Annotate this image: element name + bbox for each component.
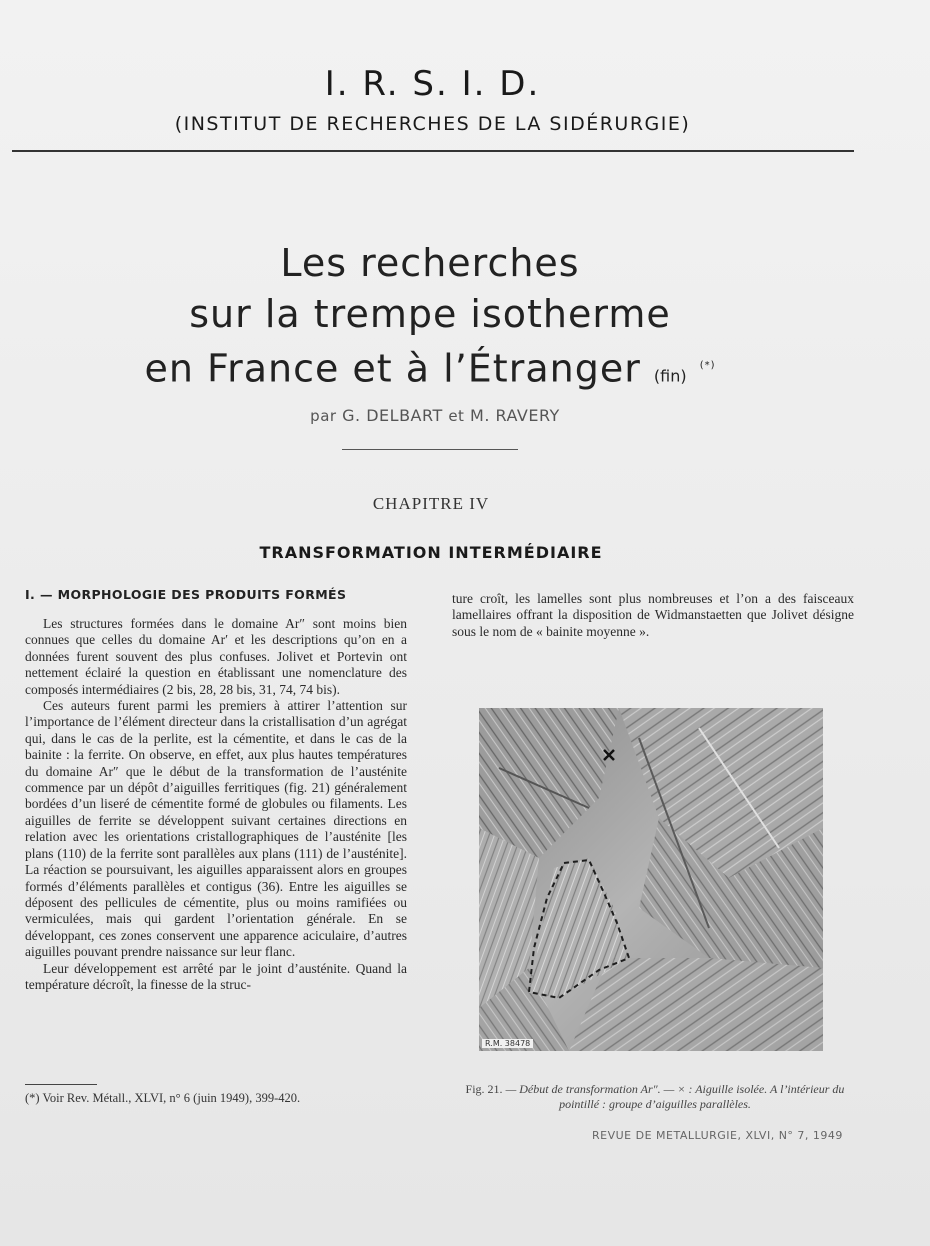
org-acronym: I. R. S. I. D.	[324, 64, 541, 104]
paragraph: Les structures formées dans le domaine Ar″ sont moins bien connues que celles du domaine Ar′ et les descriptions qu’on en a données furent souvent des plus confuses. Jolivet et Portevin ont nettement éclairé la question en établissant une nomenclature des composés intermédiaires (2 bis, 28, 28 bis, 31, 74, 74 bis).	[25, 616, 407, 697]
figure-label: Fig. 21.	[465, 1082, 503, 1096]
micrograph-image	[479, 708, 823, 1051]
figure-caption-text: — Début de transformation Ar″. — × : Aiguille isolée. A l’intérieur du pointillé : groupe d’aiguilles parallèles.	[505, 1082, 845, 1111]
paragraph: Leur développement est arrêté par le joint d’austénite. Quand la température décroît, la finesse de la struc-	[25, 960, 407, 992]
header-rule	[12, 150, 854, 152]
subsection-heading: I. — MORPHOLOGIE DES PRODUITS FORMÉS	[25, 587, 347, 602]
byline-and: et	[448, 407, 465, 425]
body-column-left	[25, 616, 407, 993]
micrograph-photo	[479, 708, 823, 1051]
paragraph: Ces auteurs furent parmi les premiers à attirer l’attention sur l’importance de l’élément directeur dans la cristallisation d’un agrégat qui, dans le cas de la perlite, est la cémentite, et dans le cas de la bainite : la ferrite. On observe, en effet, aux plus hautes températures du domaine Ar″ que le début de la transformation de l’austénite commence par un dépôt d’aiguilles ferritiques (fig. 21) généralement bordées d’un liseré de cémentite formé de globules ou filaments. Les aiguilles de ferrite se développent suivant certaines directions en relation avec les orientations cristallographiques de l’austénite [les plans (110) de la ferrite sont parallèles aux plans (111) de l’austénite]. La réaction se poursuivant, les aiguilles apparaissent alors en groupes formés d’éléments parallèles et contigus (36). Entre les aiguilles se déposent des pellicules de cémentite, plus ou moins ramifiées ou vermiculées, mais qui gardent l’orientation générale. En se développant, ces zones conservent une apparence aciculaire, d’autres aiguilles pouvant prendre naissance sur leur flanc.	[25, 698, 407, 960]
photo-reference: R.M. 38478	[482, 1039, 533, 1048]
title-suffix: (fin)	[653, 366, 687, 386]
section-heading: TRANSFORMATION INTERMÉDIAIRE	[259, 543, 603, 562]
byline-par: par	[310, 407, 337, 425]
title-line-1: Les recherches	[280, 241, 580, 285]
author-2: M. RAVERY	[470, 406, 560, 425]
author-1: G. DELBART	[342, 406, 443, 425]
title-footnote-mark: (*)	[699, 360, 716, 371]
chapter-heading: CHAPITRE IV	[372, 494, 490, 513]
figure-caption	[452, 1082, 858, 1112]
byline	[0, 406, 870, 425]
byline-rule	[342, 449, 518, 450]
footnote-rule	[25, 1084, 97, 1085]
journal-footer: REVUE DE METALLURGIE, XLVI, N° 7, 1949	[592, 1129, 843, 1142]
paragraph: ture croît, les lamelles sont plus nombreuses et l’on a des faisceaux lamellaires offrant la disposition de Widmanstaetten que Jolivet désigne sous le nom de « bainite moyenne ».	[452, 591, 854, 639]
footnote: (*) Voir Rev. Métall., XLVI, n° 6 (juin 1949), 399-420.	[25, 1091, 301, 1105]
article-title	[60, 238, 800, 402]
title-line-2: sur la trempe isotherme	[189, 292, 671, 336]
body-column-right	[452, 591, 854, 640]
org-full-name: (INSTITUT DE RECHERCHES DE LA SIDÉRURGIE)	[174, 113, 691, 135]
title-line-3: en France et à l’Étranger	[144, 346, 641, 391]
title-line-3-wrap	[60, 340, 800, 402]
